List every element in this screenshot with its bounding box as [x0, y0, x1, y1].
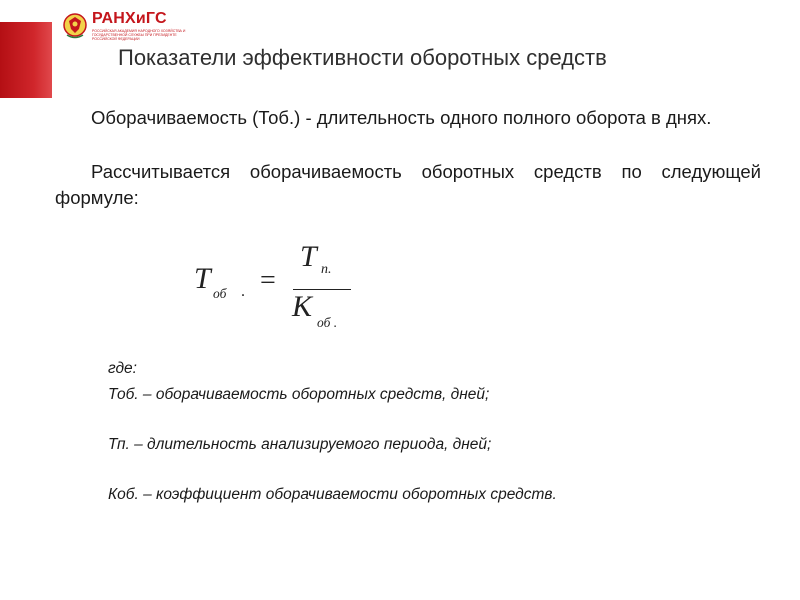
paragraph-formula-intro: Рассчитывается оборачиваемость оборотных средств по следующей формуле: [55, 161, 761, 208]
turnover-formula [194, 240, 364, 336]
legend-item: Тп. – длительность анализируемого периода, дней; [108, 436, 492, 453]
emblem-icon [62, 11, 88, 41]
formula-denominator: К [292, 290, 312, 323]
slide-title: Показатели эффективности оборотных средств [118, 45, 607, 70]
formula-denominator-subscript: об . [317, 315, 338, 330]
legend-where: где: [108, 360, 137, 377]
legend-item: Коб. – коэффициент оборачиваемости оборотных средств. [108, 486, 557, 503]
logo-subtitle: РОССИЙСКАЯ АКАДЕМИЯ НАРОДНОГО ХОЗЯЙСТВА И ГОСУДАРСТВЕННОЙ СЛУЖБЫ ПРИ ПРЕЗИДЕНТЕ РОССИЙСКОЙ ФЕДЕРАЦИИ [92, 29, 186, 41]
legend-item: Тоб. – оборачиваемость оборотных средств, дней; [108, 386, 490, 403]
logo-name: РАНХиГС [92, 10, 167, 27]
paragraph-definition: Оборачиваемость (Тоб.) - длительность одного полного оборота в днях. [91, 107, 712, 128]
red-accent-bar [0, 22, 52, 98]
logo [62, 8, 188, 44]
formula-lhs-subscript-dot: . [241, 283, 245, 300]
formula-lhs-subscript: об [213, 286, 227, 301]
formula-numerator-subscript: п. [321, 262, 332, 277]
formula-equals: = [260, 265, 276, 296]
formula-lhs: T [194, 262, 211, 295]
formula-numerator: T [300, 240, 317, 273]
